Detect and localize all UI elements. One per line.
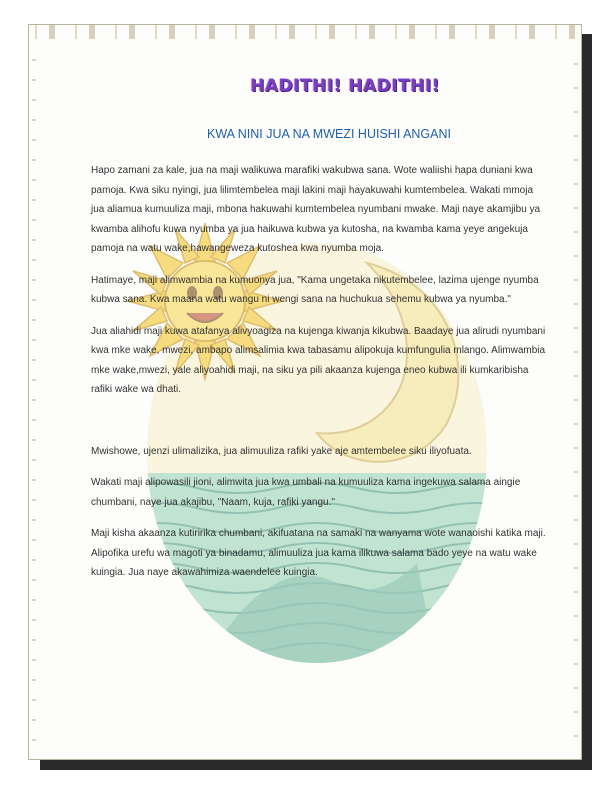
story-paragraph: Wakati maji alipowasili jioni, alimwita jua kwa umbali na kumuuliza kama ingekuwa salama aingie chumbani, naye jua akajibu, "Naam, kuja, rafiki yangu." [91,477,521,508]
story-body [91,161,547,595]
border-decoration-top [29,25,581,39]
document-page [28,24,582,760]
story-paragraph: Maji kisha akaanza kutiririka chumbani, akifuatana na samaki na wanyama wote wanaoishi katika maji. Alipofika urefu wa magoti ya binadamu, alimuuliza jua kama ilikuwa salama bado yeye na watu wake kuingia. Jua naye akawahimiza waendelee kuingia. [91,528,546,578]
story-paragraph: Hapo zamani za kale, jua na maji walikuwa marafiki wakubwa sana. Wote waliishi hapa duniani kwa pamoja. Kwa siku nyingi, jua lilimtembelea maji lakini maji hayakuwahi kumtembelea. Wakati mmoja jua aliamua kumuuliza maji, mbona hakuwahi kumtembelea nyumbani mwake. Maji naye akamjibu ya kwamba alihofu kuwa nyumba ya jua haikuwa kubwa ya kutosha, na kwamba kama yeye angekuja pamoja na watu wake,hawangeweza kutoshea kwa nyumba moja. [91,165,541,254]
border-decoration-right [574,41,578,741]
story-paragraph: Jua aliahidi maji kuwa atafanya alivyoagiza na kujenga kiwanja kikubwa. Baadaye jua alirudi nyumbani kwa mke wake, mwezi, ambapo alimsalimia kwa tabasamu alipokuja kumfungulia mlango. Alimwambia mke wake,mwezi, yale aliyoahidi maji, na siku ya pili akaanza kujenga eneo kubwa ili kumkaribisha rafiki wake wa dhati. [91,325,546,395]
story-paragraph: Mwishowe, ujenzi ulimalizika, jua alimuuliza rafiki yake aje amtembelee siku iliyofuata. [91,445,472,457]
story-title: KWA NINI JUA NA MWEZI HUISHI ANGANI [206,127,451,141]
page-header-title: HADITHI! HADITHI! [250,76,440,96]
story-paragraph: Hatimaye, maji alimwambia na kumuonya jua, "Kama ungetaka nikutembelee, lazima ujenge nyumba kubwa sana. Kwa maana watu wangu ni wengi sana na huchukua sehemu kubwa ya nyumba." [91,274,539,305]
border-decoration-left [32,41,36,741]
